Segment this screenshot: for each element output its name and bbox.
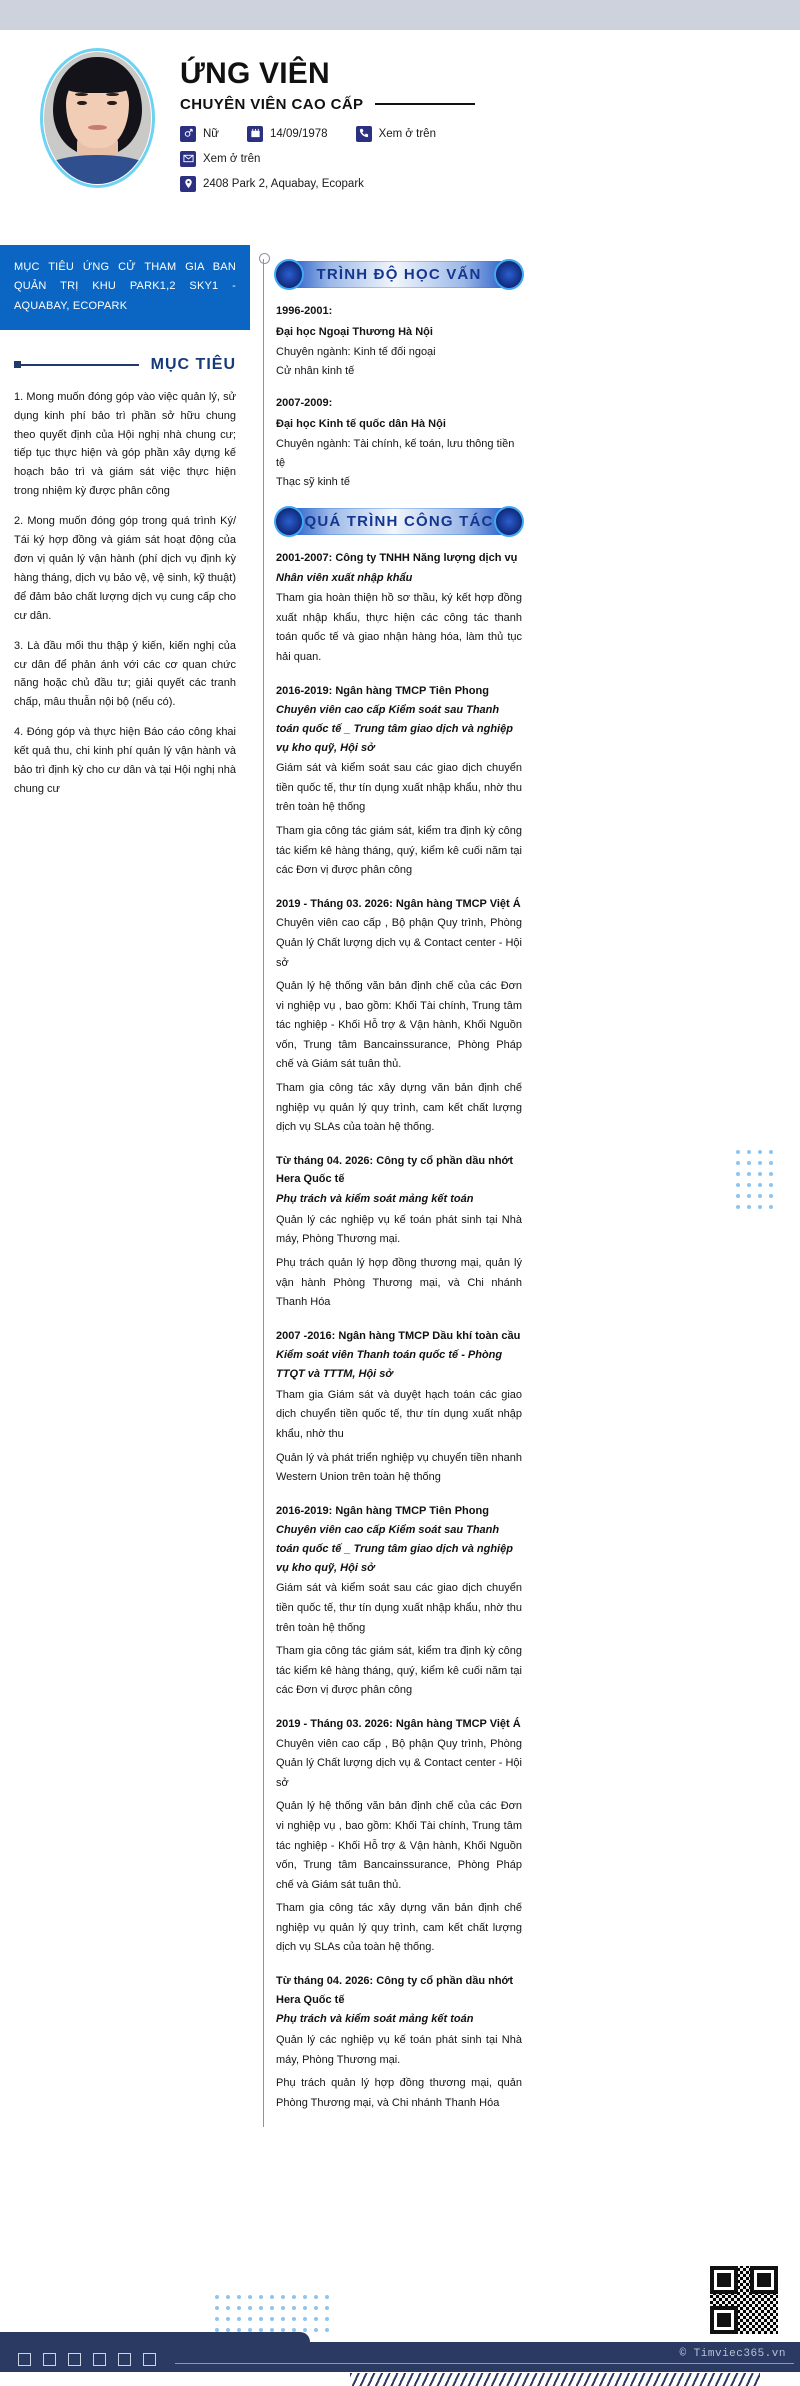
experience-title: Chuyên viên cao cấp , Bộ phận Quy trình, Phòng Quản lý Chất lượng dịch vụ & Contact center - Hội sở [276, 917, 522, 969]
education-major: Chuyên ngành: Kinh tế đối ngoại [276, 346, 436, 359]
avatar-ring [40, 48, 155, 188]
education-years: 1996-2001: [276, 305, 333, 317]
ribbon-cap-right-icon [496, 261, 522, 288]
objective-banner: MỤC TIÊU ỨNG CỬ THAM GIA BAN QUẢN TRỊ KHU PARK1,2 SKY1 - AQUABAY, ECOPARK [0, 245, 250, 330]
heading-rule [21, 364, 139, 366]
contact-address-value: 2408 Park 2, Aquabay, Ecopark [203, 177, 364, 190]
experience-desc: Quản lý và phát triển nghiệp vụ chuyển tiền nhanh Western Union trên toàn hệ thống [276, 1451, 522, 1484]
experience-desc: Phụ trách quản lý hợp đồng thương mại, quản Phòng Thương mại, và Chi nhánh Thanh Hóa [276, 2077, 522, 2109]
objective-paragraph: 4. Đóng góp và thực hiện Báo cáo công khai kết quả thu, chi kinh phí quản lý vận hành và bảo trì định kỳ cho cư dân và tại Hội nghị nhà chung cư [14, 726, 236, 795]
ribbon-cap-left-icon [276, 508, 302, 535]
dot-grid-right [736, 1150, 780, 1216]
gender-icon [180, 126, 196, 142]
footer-hatch [350, 2373, 760, 2386]
qr-finder-icon [750, 2266, 778, 2294]
cv-footer [0, 2326, 800, 2386]
contact-birthdate [247, 126, 328, 142]
experience-title: Kiểm soát viên Thanh toán quốc tế - Phòng TTQT và TTTM, Hội sở [276, 1349, 503, 1381]
objective-heading [14, 356, 236, 374]
experience-title: Phụ trách và kiểm soát mảng kết toán [276, 2013, 474, 2026]
objective-paragraph: 2. Mong muốn đóng góp trong quá trình Ký/ Tái ký hợp đồng và giám sát hoạt động của đơn vị quản lý vận hành (phí dịch vụ định kỳ hàng tháng, dịch vụ bảo vệ, vệ sinh, kỹ thuật) để đảm bảo chất lượng dịch vụ cung cấp cho cư dân. [14, 515, 236, 622]
phone-icon [356, 126, 372, 142]
education-major: Chuyên ngành: Tài chính, kế toán, lưu thông tiền tệ [276, 438, 515, 470]
experience-entry [276, 1715, 522, 1958]
education-entry [276, 302, 522, 381]
education-years: 2007-2009: [276, 396, 333, 409]
experience-entry [276, 895, 522, 1138]
candidate-name: ỨNG VIÊN [180, 57, 330, 90]
ribbon-cap-right-icon [496, 508, 522, 535]
experience-date: 2001-2007: Công ty TNHH Năng lượng dịch vụ [276, 551, 518, 564]
cv-body [0, 245, 800, 2127]
experience-desc: Quản lý hệ thống văn bản định chế của các Đơn vi nghiệp vụ , bao gồm: Khối Tài chính, Trung tâm tác nghiệp - Khối Hỗ trợ & Vận hành, Khối Nguồn vốn, Trung tâm Bancainssurance, Phòng Pháp chế và Giám sát tuân thủ. [276, 1800, 522, 1891]
location-icon [180, 176, 196, 192]
experience-desc: Tham gia hoàn thiện hồ sơ thầu, ký kết hợp đồng xuất nhập khẩu, thực hiện các công tác thanh toán quốc tế và giao nhận hàng hóa, làm thủ tục hải quan. [276, 592, 522, 663]
experience-desc: Giám sát và kiểm soát sau các giao dịch chuyển tiền quốc tế, thư tín dụng xuất nhập khẩu, nhờ thu trên toàn hệ thống [276, 1582, 522, 1634]
experience-title: QUÁ TRÌNH CÔNG TÁC [304, 512, 494, 530]
calendar-icon [247, 126, 263, 142]
objective-paragraph: 1. Mong muốn đóng góp vào việc quản lý, sử dụng kinh phí bảo trì phần sở hữu chung theo quyết định của Hội nghị nhà chung cư; tiếp tục thực hiện và góp phần xây dựng kế hoạch bảo trì và giám sát việc thực hiện trong nhiệm kỳ được phân công [14, 390, 236, 498]
contact-list [180, 126, 600, 192]
qr-code[interactable] [710, 2266, 778, 2334]
experience-entry [276, 1327, 522, 1488]
contact-email [180, 151, 600, 167]
experience-title: Chuyên viên cao cấp , Bộ phận Quy trình, Phòng Quản lý Chất lượng dịch vụ & Contact center - Hội sở [276, 1737, 522, 1789]
square-bullet-icon [14, 361, 21, 368]
top-strip [0, 0, 800, 30]
footer-credit: © Timviec365.vn [679, 2348, 786, 2360]
header-text [180, 44, 800, 192]
experience-date: 2007 -2016: Ngân hàng TMCP Dầu khí toàn cầu [276, 1329, 521, 1342]
experience-desc: Tham gia công tác giám sát, kiểm tra định kỳ công tác kiểm kê hàng tháng, quý, kiểm kê cuối năm tại các Đơn vị được phân công [276, 825, 522, 877]
experience-desc: Tham gia Giám sát và duyệt hạch toán các giao dịch chuyển tiền quốc tế, thư tín dụng xuất nhập khẩu, nhờ thu [276, 1388, 522, 1440]
candidate-role: CHUYÊN VIÊN CAO CẤP [180, 95, 364, 113]
column-divider [250, 245, 276, 2127]
experience-entry [276, 682, 522, 881]
email-icon [180, 151, 196, 167]
right-column [276, 245, 800, 2127]
experience-desc: Tham gia công tác xây dựng văn bản định chế nghiệp vụ quản lý quy trình, cam kết chất lượng dịch vụ SLAs của toàn hệ thống. [276, 1082, 522, 1134]
contact-birthdate-value: 14/09/1978 [270, 127, 328, 140]
contact-gender [180, 126, 219, 142]
education-entry [276, 394, 522, 492]
experience-desc: Tham gia công tác xây dựng văn bản định chế nghiệp vụ quản lý quy trình, cam kết chất lượng dịch vụ SLAs của toàn hệ thống. [276, 1902, 522, 1954]
contact-gender-value: Nữ [203, 127, 220, 140]
experience-date: 2016-2019: Ngân hàng TMCP Tiên Phong [276, 1504, 489, 1517]
avatar [40, 48, 155, 188]
experience-desc: Phụ trách quản lý hợp đồng thương mại, quản lý vận hành Phòng Thương mại, và Chi nhánh Thanh Hóa [276, 1257, 522, 1309]
role-row [180, 96, 800, 113]
objective-paragraph: 3. Là đầu mối thu thập ý kiến, kiến nghị của cư dân để phản ánh với các cơ quan chức năng hoặc chủ đầu tư; giải quyết các tranh chấp, mâu thuẫn nội bộ (nếu có). [14, 639, 236, 709]
contact-email-value: Xem ở trên [203, 152, 261, 165]
experience-entry [276, 1972, 522, 2113]
experience-date: 2019 - Tháng 03. 2026: Ngân hàng TMCP Việt Á [276, 897, 521, 910]
left-column [0, 245, 250, 810]
role-divider [375, 103, 475, 105]
education-title: TRÌNH ĐỘ HỌC VẤN [316, 266, 482, 283]
experience-entry [276, 549, 522, 668]
objective-body [14, 388, 236, 799]
cv-header [0, 30, 800, 245]
experience-date: Từ tháng 04. 2026: Công ty cổ phần dầu nhớt Hera Quốc tế [276, 1154, 514, 1186]
ribbon-cap-left-icon [276, 261, 302, 288]
footer-squares [18, 2353, 156, 2366]
experience-heading [276, 508, 522, 535]
footer-rule [175, 2363, 794, 2364]
experience-desc: Quản lý hệ thống văn bản định chế của các Đơn vi nghiệp vụ , bao gồm: Khối Tài chính, Trung tâm tác nghiệp - Khối Hỗ trợ & Vận hành, Khối Nguồn vốn, Trung tâm Bancainssurance, Phòng Pháp chế và Giám sát tuân thủ. [276, 980, 522, 1071]
experience-desc: Quản lý các nghiệp vụ kế toán phát sinh tại Nhà máy, Phòng Thương mại. [276, 2034, 522, 2066]
experience-list [276, 549, 522, 2114]
experience-title: Nhân viên xuất nhập khẩu [276, 571, 413, 584]
experience-date: 2019 - Tháng 03. 2026: Ngân hàng TMCP Việt Á [276, 1717, 521, 1730]
experience-desc: Quản lý các nghiệp vụ kế toán phát sinh tại Nhà máy, Phòng Thương mại. [276, 1213, 522, 1246]
education-heading [276, 261, 522, 288]
education-degree: Cử nhân kinh tế [276, 365, 355, 378]
contact-phone [356, 126, 436, 142]
experience-entry [276, 1152, 522, 1313]
experience-desc: Giám sát và kiểm soát sau các giao dịch chuyển tiền quốc tế, thư tín dụng xuất nhập khẩu, nhờ thu trên toàn hệ thống [276, 762, 522, 814]
education-list [276, 302, 522, 492]
education-degree: Thạc sỹ kinh tế [276, 475, 350, 488]
objective-section [0, 356, 250, 799]
divider-dot-icon [259, 253, 270, 264]
contact-phone-value: Xem ở trên [378, 127, 436, 140]
qr-finder-icon [710, 2266, 738, 2294]
experience-title: Chuyên viên cao cấp Kiểm soát sau Thanh toán quốc tế _ Trung tâm giao dịch và nghiệp vụ kho quỹ, Hội sở [276, 1524, 513, 1574]
experience-desc: Tham gia công tác giám sát, kiểm tra định kỳ công tác kiểm kê hàng tháng, quý, kiểm kê cuối năm tại các Đơn vị được phân công [276, 1645, 522, 1697]
divider-line [263, 259, 264, 2127]
objective-title: MỤC TIÊU [150, 355, 236, 373]
experience-entry [276, 1502, 522, 1701]
contact-address [180, 176, 600, 192]
experience-title: Chuyên viên cao cấp Kiểm soát sau Thanh toán quốc tế _ Trung tâm giao dịch và nghiệp vụ kho quỹ, Hội sở [276, 704, 513, 754]
education-school: Đại học Kinh tế quốc dân Hà Nội [276, 417, 446, 430]
education-school: Đại học Ngoại Thương Hà Nội [276, 325, 433, 338]
experience-title: Phụ trách và kiểm soát mảng kết toán [276, 1193, 474, 1206]
experience-date: 2016-2019: Ngân hàng TMCP Tiên Phong [276, 684, 489, 697]
experience-date: Từ tháng 04. 2026: Công ty cổ phần dầu nhớt Hera Quốc tế [276, 1974, 514, 2006]
